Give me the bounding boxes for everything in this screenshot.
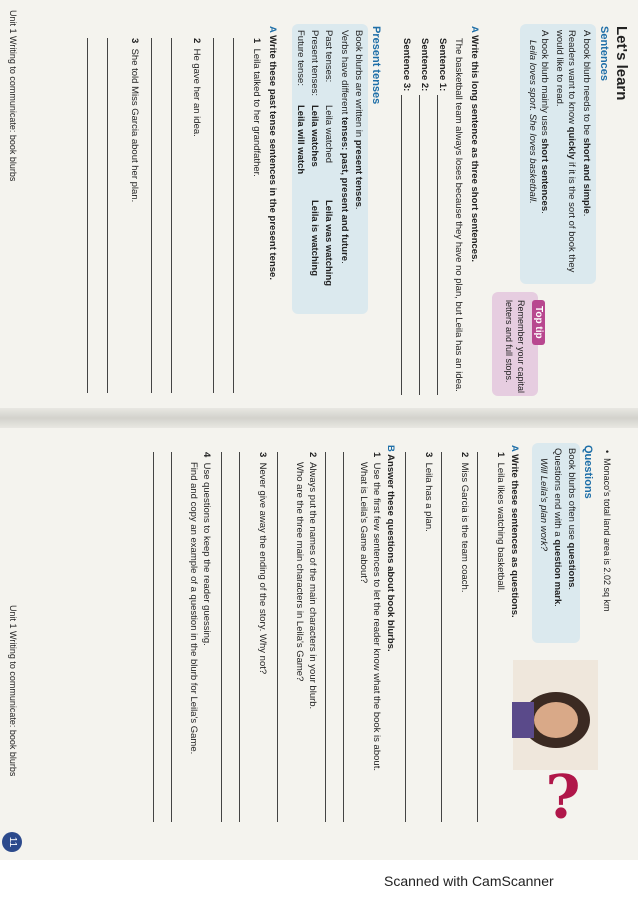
scanner-footer: [0, 860, 638, 903]
top-tip-line-2: letters and full stops.: [504, 300, 514, 383]
answer-line: [437, 95, 438, 395]
answer-line: [107, 38, 108, 393]
sentence-1-label: Sentence 1:: [437, 38, 448, 92]
present-tenses-label: Present tenses:: [309, 30, 320, 97]
list-item: 3 Never give away the ending of the story. Why not?: [257, 452, 268, 675]
blurb-example: Leila loves sport. She loves basketball.: [527, 40, 538, 204]
answer-line: [171, 38, 172, 393]
questions-line-2: Questions end with a question mark.: [552, 448, 563, 607]
list-item: 1 Use the first few sentences to let the reader know what the book is about.: [371, 452, 382, 771]
sentences-heading: Sentences: [598, 26, 610, 82]
section-a-instruction: A Write these sentences as questions.: [509, 445, 520, 618]
answer-line: [87, 38, 88, 393]
answer-line: [343, 452, 344, 822]
question-mark-icon: ?: [545, 762, 581, 833]
page-title: Let's learn: [613, 26, 630, 101]
future-simple: Leila will watch: [295, 105, 306, 175]
list-item: 1 Leila talked to her grandfather.: [251, 38, 262, 177]
answer-line: [405, 452, 406, 822]
answer-line: [171, 452, 172, 822]
answer-line: [221, 452, 222, 822]
questions-example: Will Leila's plan work?: [538, 458, 549, 552]
answer-line: [151, 38, 152, 393]
list-item: 3 Leila has a plan.: [423, 452, 434, 532]
sentence-3-label: Sentence 3:: [401, 38, 412, 92]
list-item: 2 Miss Garcia is the team coach.: [459, 452, 470, 593]
past-tenses-label: Past tenses:: [323, 30, 334, 83]
present-continuous: Leila is watching: [309, 200, 320, 277]
answer-line: [325, 452, 326, 822]
list-item: 2 Always put the names of the main characters in your blurb.: [307, 452, 318, 710]
tenses-line-2: Verbs have different tenses: past, present and future.: [339, 30, 350, 264]
page-number-badge: 11: [2, 832, 22, 852]
long-sentence: The basketball team always loses because they have no plan, but Leila has an idea.: [453, 38, 464, 392]
left-page-footer: Unit 1 Writing to communicate: book blurbs: [8, 10, 18, 182]
list-item: 3 She told Miss Garcia about her plan.: [129, 38, 140, 203]
top-tip-line-1: Remember your capital: [516, 300, 526, 394]
list-item: 1 Leila likes watching basketball.: [495, 452, 506, 593]
past-simple: Leila watched: [323, 105, 334, 164]
present-simple: Leila watches: [309, 105, 320, 167]
scanner-watermark: Scanned with CamScanner: [384, 873, 554, 889]
list-item: 4 Use questions to keep the reader guessing.: [201, 452, 212, 646]
list-item-sub: Who are the three main characters in Leila's Game?: [294, 462, 305, 682]
answer-line: [441, 452, 442, 822]
answer-line: [153, 452, 154, 822]
blurb-line-3: would like to read.: [554, 30, 565, 107]
present-tenses-heading: Present tenses: [370, 26, 382, 105]
blurb-line-2: Readers want to know quickly if it is the sort of book they: [566, 30, 577, 273]
answer-line: [233, 38, 234, 393]
tenses-line-1: Book blurbs are written in present tenses.: [353, 30, 364, 210]
answer-line: [277, 452, 278, 822]
list-item-sub: Find and copy an example of a question in the blurb for Leila's Game.: [188, 462, 199, 755]
list-item-sub: What is Leila's Game about?: [358, 462, 369, 584]
answer-line: [213, 38, 214, 393]
top-bullet: • Monaco's total land area is 2.02 sq km: [602, 450, 612, 612]
answer-line: [401, 95, 402, 395]
blurb-line-4: A book blurb mainly uses short sentences.: [539, 30, 550, 214]
section-a2-instruction: A Write these past tense sentences in the present tense.: [267, 26, 278, 280]
section-a1-instruction: A Write this long sentence as three short sentences.: [469, 26, 480, 262]
questions-heading: Questions: [582, 445, 594, 499]
top-tip-label: Top tip: [532, 300, 545, 345]
questions-line-1: Book blurbs often use questions.: [566, 448, 577, 591]
section-b-instruction: B Answer these questions about book blurbs.: [385, 445, 396, 652]
answer-line: [419, 95, 420, 395]
right-page-footer: Unit 1 Writing to communicate: book blurbs: [8, 605, 18, 777]
blurb-line-1: A book blurb needs to be short and simple.: [581, 30, 592, 217]
future-tense-label: Future tense:: [295, 30, 306, 86]
answer-line: [239, 452, 240, 822]
past-continuous: Leila was watching: [323, 200, 334, 287]
list-item: 2 He gave her an idea.: [191, 38, 202, 137]
page-gutter: [0, 408, 638, 428]
answer-line: [477, 452, 478, 822]
sentence-2-label: Sentence 2:: [419, 38, 430, 92]
